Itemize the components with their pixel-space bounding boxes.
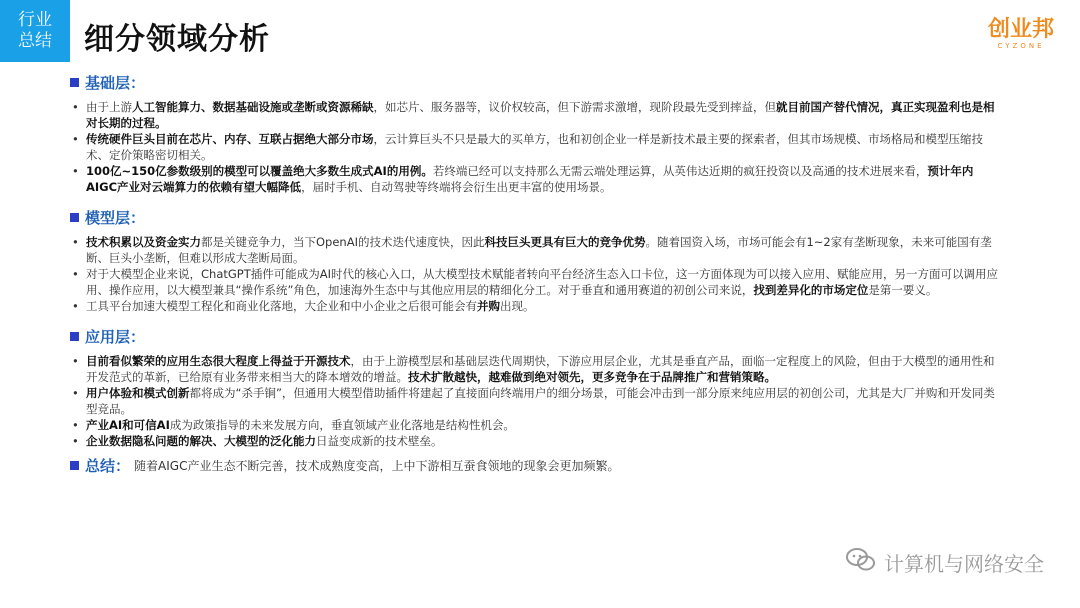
- bullet-list: [70, 99, 1000, 195]
- list-item: [70, 131, 1000, 163]
- body-text: 都将成为“杀手锏”，但通用大模型借助插件将建起了直接面向终端用户的细分场景，可能会冲击到一部分原来纯应用层的初创公司，尤其是大厂并购和开发同类型竞品。: [86, 386, 995, 416]
- summary: [70, 455, 1000, 476]
- section-application: [70, 326, 1000, 449]
- page-title: 细分领域分析: [84, 22, 270, 57]
- section-infrastructure: [70, 72, 1000, 195]
- logo-subtext: CYZONE: [997, 42, 1045, 50]
- list-item: [70, 417, 1000, 433]
- section-heading: [70, 326, 1000, 347]
- body-text: 。随着国资入场，市场可能会有1~2家有垄断现象，未来可能国有垄断、巨头小垄断，但难以形成大垄断局面。: [86, 235, 992, 265]
- list-item: [70, 234, 1000, 266]
- summary-label: 总结：: [85, 457, 131, 475]
- body-text: ，由于上游模型层和基础层迭代周期快，下游应用层企业，尤其是垂直产品，面临一定程度上的风险，但由于大模型的通用性和开发范式的革新，已给原有业务带来相当大的降本增效的增益。: [86, 354, 995, 384]
- section-heading: [70, 72, 1000, 93]
- square-bullet-icon: [70, 332, 79, 341]
- body-text: 由于上游: [86, 100, 132, 114]
- bullet-list: [70, 353, 1000, 449]
- section-model: [70, 207, 1000, 314]
- emphasis-text: 技术扩散越快，越难做到绝对领先，更多竞争在于品牌推广和营销策略。: [408, 370, 776, 384]
- summary-text: 随着AIGC产业生态不断完善，技术成熟度变高，上中下游相互蚕食领地的现象会更加频繁。: [134, 459, 620, 473]
- square-bullet-icon: [70, 213, 79, 222]
- category-tag: [0, 0, 70, 62]
- emphasis-text: 预计年内AIGC产业对云端算力的依赖有望大幅降低: [86, 164, 974, 194]
- watermark: [846, 547, 1044, 578]
- body-text: 出现。: [500, 299, 535, 313]
- category-tag-line2: 总结: [18, 31, 52, 51]
- list-item: [70, 163, 1000, 195]
- emphasis-text: 企业数据隐私问题的解决、大模型的泛化能力: [86, 434, 316, 448]
- list-item: [70, 99, 1000, 131]
- emphasis-text: 技术积累以及资金实力: [86, 235, 201, 249]
- content-area: [70, 68, 1000, 476]
- section-heading-text: 应用层：: [85, 328, 146, 346]
- body-text: 对于大模型企业来说，ChatGPT插件可能成为AI时代的核心入口，从大模型技术赋能者转向平台经济生态入口卡位，这一方面体现为可以接入应用、赋能应用，另一方面可以调用应用、操作应用，以大模型兼具“操作系统”角色，加速海外生态中与其他应用层的精细化分工。对于垂直和通用赛道的初创公司来说，: [86, 267, 998, 297]
- emphasis-text: 就目前国产替代情况，真正实现盈利也是相对长期的过程。: [86, 100, 995, 130]
- section-heading-text: 模型层：: [85, 209, 146, 227]
- body-text: 是第一要义。: [868, 283, 938, 297]
- body-text: 都是关键竞争力，当下OpenAI的技术迭代速度快，因此: [201, 235, 485, 249]
- emphasis-text: 100亿~150亿参数级别的模型可以覆盖绝大多数生成式AI的用例。: [86, 164, 433, 178]
- watermark-text: 计算机与网络安全: [884, 552, 1044, 576]
- body-text: ，云计算巨头不只是最大的买单方，也和初创企业一样是新技术最主要的探索者，但其市场规模、市场格局和模型压缩技术、定价策略密切相关。: [86, 132, 983, 162]
- logo-text: 创业邦: [987, 17, 1054, 42]
- list-item: [70, 385, 1000, 417]
- category-tag-line1: 行业: [18, 10, 52, 30]
- body-text: 成为政策指导的未来发展方向，垂直领域产业化落地是结构性机会。: [169, 418, 515, 432]
- body-text: 日益变成新的技术壁垒。: [316, 434, 443, 448]
- square-bullet-icon: [70, 78, 79, 87]
- list-item: [70, 298, 1000, 314]
- emphasis-text: 目前看似繁荣的应用生态很大程度上得益于开源技术: [86, 354, 351, 368]
- bullet-list: [70, 234, 1000, 314]
- wechat-icon: [846, 547, 876, 578]
- section-heading-text: 基础层：: [85, 74, 146, 92]
- list-item: [70, 353, 1000, 385]
- emphasis-text: 科技巨头更具有巨大的竞争优势: [484, 235, 646, 249]
- emphasis-text: 产业AI和可信AI: [86, 418, 170, 432]
- body-text: ，届时手机、自动驾驶等终端将会衍生出更丰富的使用场景。: [301, 180, 612, 194]
- square-bullet-icon: [70, 461, 79, 470]
- body-text: ，如芯片、服务器等，议价权较高，但下游需求激增，现阶段最先受到摔益，但: [373, 100, 776, 114]
- body-text: 若终端已经可以支持那么无需云端处理运算，从英伟达近期的疯狂投资以及高通的技术进展来看，: [432, 164, 928, 178]
- emphasis-text: 找到差异化的市场定位: [753, 283, 869, 297]
- emphasis-text: 人工智能算力、数据基础设施或垄断或资源稀缺: [132, 100, 374, 114]
- body-text: 工具平台加速大模型工程化和商业化落地，大企业和中小企业之后很可能会有: [86, 299, 477, 313]
- brand-logo: [988, 18, 1054, 50]
- section-heading: [70, 207, 1000, 228]
- emphasis-text: 并购: [477, 299, 500, 313]
- list-item: [70, 433, 1000, 449]
- emphasis-text: 用户体验和模式创新: [86, 386, 190, 400]
- emphasis-text: 传统硬件巨头目前在芯片、内存、互联占据绝大部分市场: [86, 132, 374, 146]
- list-item: [70, 266, 1000, 298]
